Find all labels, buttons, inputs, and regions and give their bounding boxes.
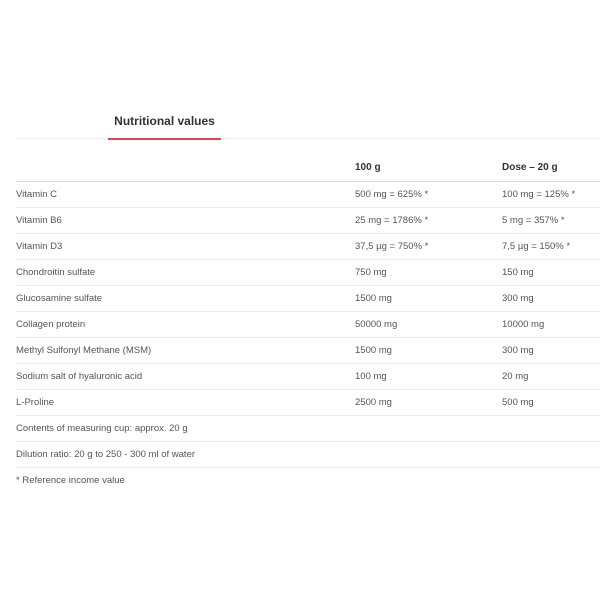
tab-nutritional-values[interactable] (108, 108, 221, 139)
column-header-nutrient (16, 155, 355, 181)
value-per-dose: 5 mg = 357% * (502, 207, 600, 233)
note-row (16, 415, 600, 441)
tab-label: Nutritional values (114, 114, 215, 128)
value-per-dose: 300 mg (502, 285, 600, 311)
value-per-100g: 1500 mg (355, 337, 502, 363)
table-row (16, 259, 600, 285)
value-per-dose: 500 mg (502, 389, 600, 415)
table-header-row (16, 155, 600, 181)
value-per-dose: 100 mg = 125% * (502, 181, 600, 207)
nutrient-name: Chondroitin sulfate (16, 259, 355, 285)
value-per-100g: 2500 mg (355, 389, 502, 415)
column-header-dose: Dose – 20 g (502, 155, 600, 181)
footnote-row (16, 467, 600, 493)
nutrient-name: Glucosamine sulfate (16, 285, 355, 311)
table-body (16, 181, 600, 493)
value-per-dose: 10000 mg (502, 311, 600, 337)
value-per-100g: 750 mg (355, 259, 502, 285)
value-per-dose: 7,5 µg = 150% * (502, 233, 600, 259)
nutrient-name: Sodium salt of hyaluronic acid (16, 363, 355, 389)
table-row (16, 389, 600, 415)
value-per-dose: 150 mg (502, 259, 600, 285)
note-text: Dilution ratio: 20 g to 250 - 300 ml of water (16, 441, 600, 467)
column-header-100g: 100 g (355, 155, 502, 181)
note-text: Contents of measuring cup: approx. 20 g (16, 415, 600, 441)
nutrient-name: L-Proline (16, 389, 355, 415)
active-tab-indicator (108, 138, 221, 140)
value-per-dose: 300 mg (502, 337, 600, 363)
value-per-100g: 50000 mg (355, 311, 502, 337)
nutrition-table (16, 155, 600, 493)
nutrient-name: Vitamin C (16, 181, 355, 207)
table-row (16, 311, 600, 337)
table-row (16, 363, 600, 389)
table-row (16, 207, 600, 233)
value-per-100g: 25 mg = 1786% * (355, 207, 502, 233)
table-row (16, 337, 600, 363)
nutrient-name: Methyl Sulfonyl Methane (MSM) (16, 337, 355, 363)
value-per-100g: 100 mg (355, 363, 502, 389)
nutrient-name: Collagen protein (16, 311, 355, 337)
note-row (16, 441, 600, 467)
value-per-100g: 500 mg = 625% * (355, 181, 502, 207)
value-per-dose: 20 mg (502, 363, 600, 389)
value-per-100g: 37,5 µg = 750% * (355, 233, 502, 259)
value-per-100g: 1500 mg (355, 285, 502, 311)
tab-bar (16, 108, 600, 139)
nutrient-name: Vitamin B6 (16, 207, 355, 233)
nutrient-name: Vitamin D3 (16, 233, 355, 259)
table-row (16, 233, 600, 259)
table-row (16, 285, 600, 311)
table-row (16, 181, 600, 207)
footnote-text: * Reference income value (16, 474, 125, 486)
